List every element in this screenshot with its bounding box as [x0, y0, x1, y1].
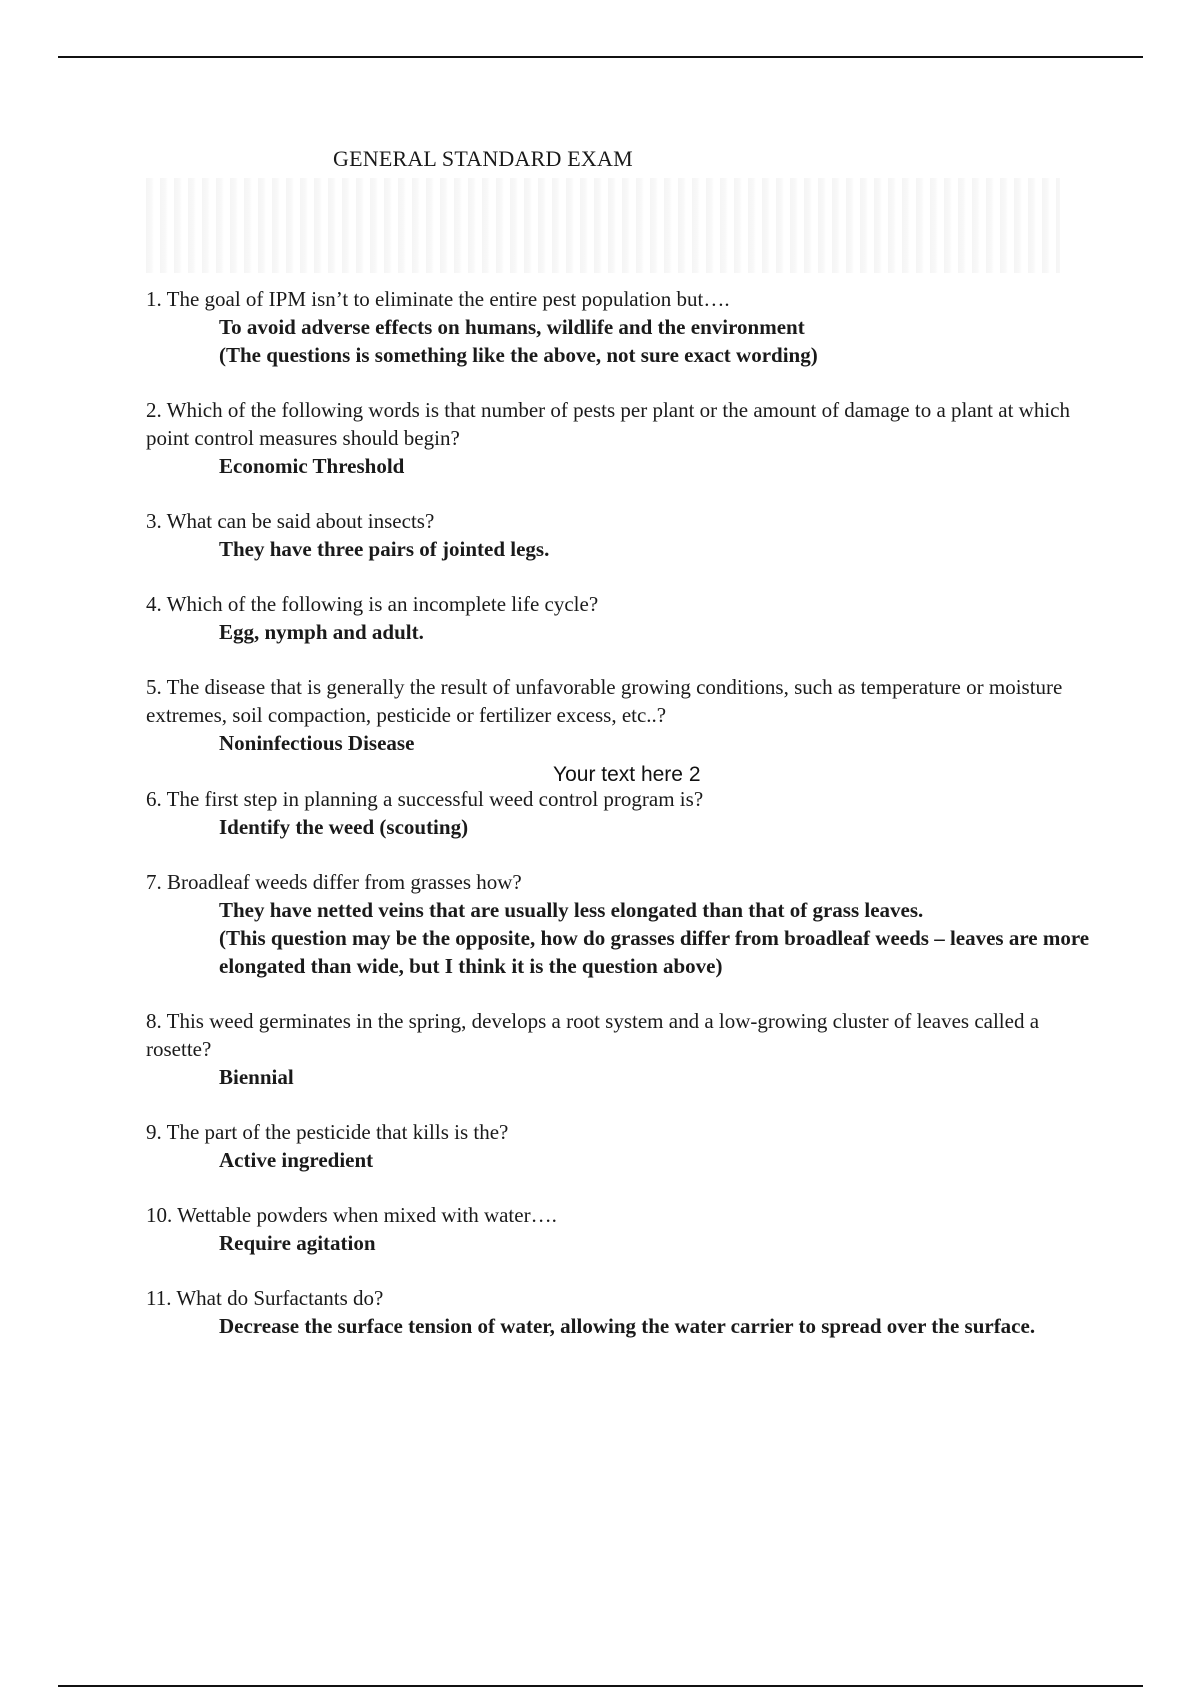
question-text: 5. The disease that is generally the result of unfavorable growing conditions, such as temperature or moisture extremes, soil compaction, pesticide or fertilizer excess, etc..? [146, 675, 1063, 727]
question-item [146, 1284, 1096, 1340]
question-text: 9. The part of the pesticide that kills is the? [146, 1120, 509, 1144]
question-text: 8. This weed germinates in the spring, develops a root system and a low-growing cluster of leaves called a rosette? [146, 1009, 1040, 1061]
question-text: 6. The first step in planning a successful weed control program is? [146, 787, 704, 811]
exam-title: GENERAL STANDARD EXAM [333, 146, 633, 171]
answer-text: Biennial [219, 1065, 294, 1089]
question-item [146, 1007, 1096, 1091]
question-text: 10. Wettable powders when mixed with water…. [146, 1203, 557, 1227]
answer-text: Economic Threshold [219, 454, 405, 478]
question-item [146, 285, 1096, 369]
answer-text: They have netted veins that are usually less elongated than that of grass leaves. [219, 898, 924, 922]
answer-text: Identify the weed (scouting) [219, 815, 469, 839]
question-item [146, 590, 1096, 646]
answer-text: Require agitation [219, 1231, 376, 1255]
question-item [146, 396, 1096, 480]
question-text: 7. Broadleaf weeds differ from grasses how? [146, 870, 522, 894]
answer-text: Noninfectious Disease [219, 731, 415, 755]
answer-note: (The questions is something like the above, not sure exact wording) [219, 343, 818, 367]
question-text: 4. Which of the following is an incomplete life cycle? [146, 592, 599, 616]
answer-text: Decrease the surface tension of water, allowing the water carrier to spread over the surface. [219, 1314, 1036, 1338]
question-item [146, 785, 1096, 841]
bottom-rule [58, 1685, 1143, 1687]
question-text: 2. Which of the following words is that number of pests per plant or the amount of damage to a plant at which point control measures should begin? [146, 398, 1070, 450]
question-item [146, 868, 1096, 980]
question-item [146, 1201, 1096, 1257]
question-text: 1. The goal of IPM isn’t to eliminate the entire pest population but…. [146, 287, 730, 311]
answer-text: To avoid adverse effects on humans, wildlife and the environment [219, 315, 805, 339]
question-item [146, 1118, 1096, 1174]
question-item [146, 507, 1096, 563]
overlay-watermark-text: Your text here 2 [553, 763, 701, 786]
answer-text: Egg, nymph and adult. [219, 620, 424, 644]
answer-text: They have three pairs of jointed legs. [219, 537, 550, 561]
question-text: 11. What do Surfactants do? [146, 1286, 384, 1310]
question-list [146, 285, 1096, 1367]
top-rule [58, 56, 1143, 58]
answer-note: (This question may be the opposite, how do grasses differ from broadleaf weeds – leaves are more elongated than wide, but I think it is the question above) [219, 926, 1090, 978]
question-item [146, 673, 1096, 757]
question-text: 3. What can be said about insects? [146, 509, 435, 533]
blurred-redaction [140, 178, 1060, 273]
answer-text: Active ingredient [219, 1148, 374, 1172]
